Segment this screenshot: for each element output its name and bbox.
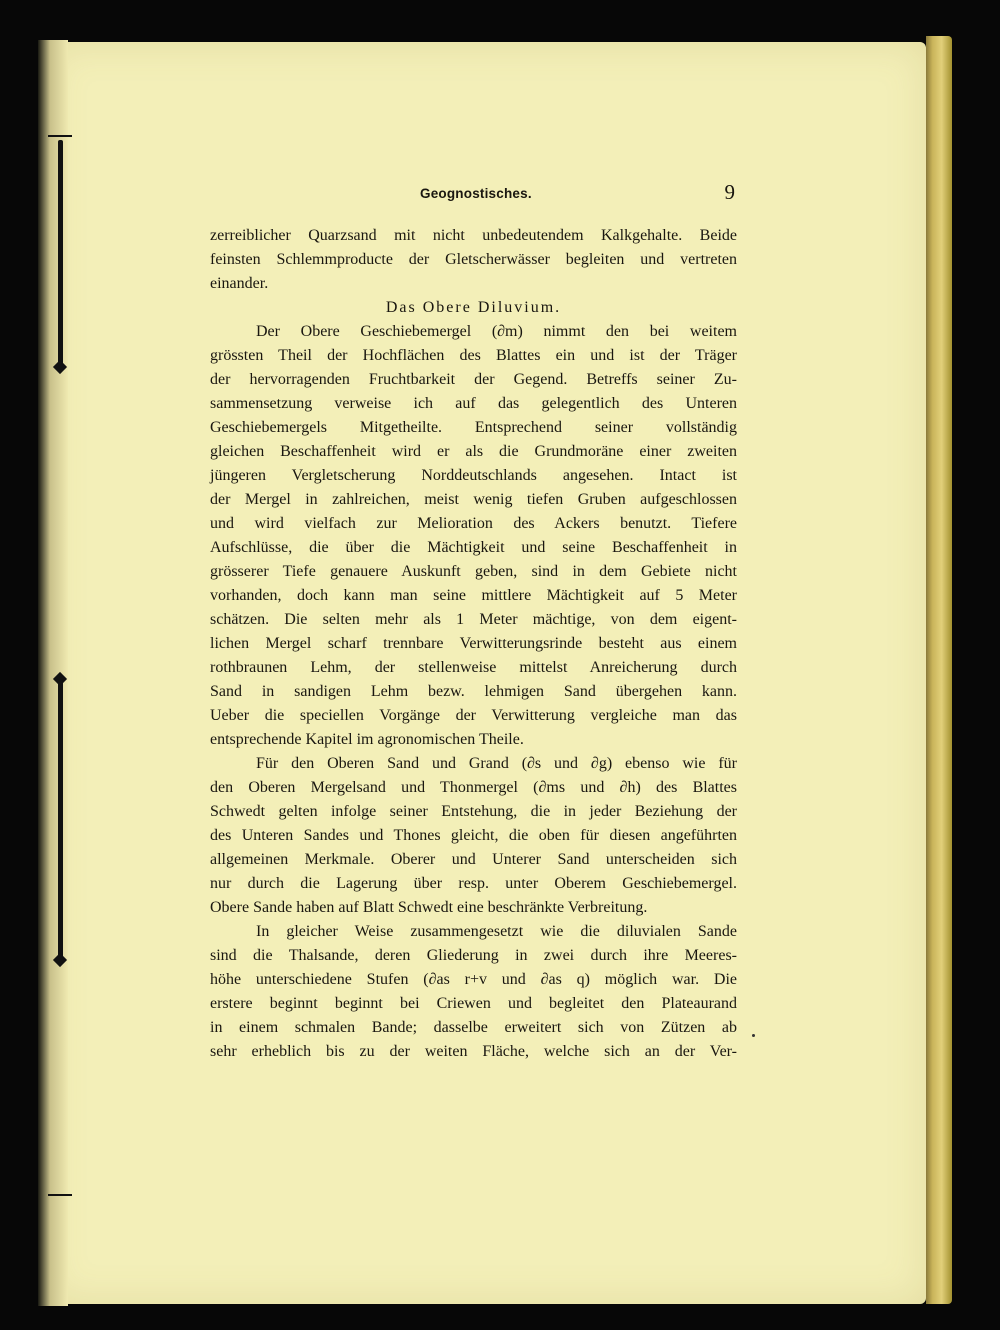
text-line: vorhanden, doch kann man seine mittlere Mächtigkeit auf 5 Meter: [210, 587, 737, 604]
text-line: Schwedt gelten infolge seiner Entstehung, die in jeder Beziehung der: [210, 803, 737, 820]
text-line: nur durch die Lagerung über resp. unter Oberem Geschiebemergel.: [210, 875, 737, 892]
text-line: grösserer Tiefe genauere Auskunft geben, sind in dem Gebiete nicht: [210, 563, 737, 580]
text-line: Für den Oberen Sand und Grand (∂s und ∂g) ebenso wie für: [256, 755, 737, 772]
text-line: Obere Sande haben auf Blatt Schwedt eine beschränkte Verbreitung.: [210, 899, 648, 916]
text-line: Sand in sandigen Lehm bezw. lehmigen Sand übergehen kann.: [210, 683, 737, 700]
ink-speck: [752, 1034, 755, 1037]
book-gutter: [38, 40, 68, 1306]
text-line: der hervorragenden Fruchtbarkeit der Gegend. Betreffs seiner Zu-: [210, 371, 737, 388]
running-header: [210, 180, 737, 210]
text-line: Der Obere Geschiebemergel (∂m) nimmt den bei weitem: [256, 323, 737, 340]
binding-thread: [58, 680, 63, 960]
text-line: und wird vielfach zur Melioration des Ackers benutzt. Tiefere: [210, 515, 737, 532]
text-line: sehr erheblich bis zu der weiten Fläche, welche sich an der Ver-: [210, 1043, 737, 1060]
text-line: sind die Thalsande, deren Gliederung in zwei durch ihre Meeres-: [210, 947, 737, 964]
text-line: allgemeinen Merkmale. Oberer und Unterer Sand unterscheiden sich: [210, 851, 737, 868]
text-line: der Mergel in zahlreichen, meist wenig tiefen Gruben aufgeschlossen: [210, 491, 737, 508]
text-line: einander.: [210, 275, 269, 292]
text-line: Ueber die speciellen Vorgänge der Verwitterung vergleiche man das: [210, 707, 737, 724]
text-line: In gleicher Weise zusammengesetzt wie die diluvialen Sande: [256, 923, 737, 940]
text-line: grössten Theil der Hochflächen des Blattes ein und ist der Träger: [210, 347, 737, 364]
text-line: rothbraunen Lehm, der stellenweise mittelst Anreicherung durch: [210, 659, 737, 676]
page-number: 9: [724, 180, 735, 204]
text-line: den Oberen Mergelsand und Thonmergel (∂ms und ∂h) des Blattes: [210, 779, 737, 796]
text-line: sammensetzung verweise ich auf das gelegentlich des Unteren: [210, 395, 737, 412]
text-line: in einem schmalen Bande; dasselbe erweitert sich von Zützen ab: [210, 1019, 737, 1036]
text-line: höhe unterschiedene Stufen (∂as r+v und ∂as q) möglich war. Die: [210, 971, 737, 988]
text-line: jüngeren Vergletscherung Norddeutschlands angesehen. Intact ist: [210, 467, 737, 484]
text-line: Geschiebemergels Mitgetheilte. Entsprechend seiner vollständig: [210, 419, 737, 436]
text-line: entsprechende Kapitel im agronomischen Theile.: [210, 731, 524, 748]
text-line: des Unteren Sandes und Thones gleicht, die oben für diesen angeführten: [210, 827, 737, 844]
binding-stitch: [48, 135, 72, 137]
binding-thread: [58, 140, 63, 365]
binding-stitch: [48, 1194, 72, 1196]
page-edge: [926, 36, 952, 1304]
text-line: erstere beginnt beginnt bei Criewen und begleitet den Plateaurand: [210, 995, 737, 1012]
text-line: zerreiblicher Quarzsand mit nicht unbedeutendem Kalkgehalte. Beide: [210, 227, 737, 244]
text-line: lichen Mergel scharf trennbare Verwitterungsrinde besteht aus einem: [210, 635, 737, 652]
text-line: feinsten Schlemmproducte der Gletscherwässer begleiten und vertreten: [210, 251, 737, 268]
text-line: schätzen. Die selten mehr als 1 Meter mächtige, von dem eigent-: [210, 611, 737, 628]
text-line: gleichen Beschaffenheit wird er als die Grundmoräne einer zweiten: [210, 443, 737, 460]
text-line: Aufschlüsse, die über die Mächtigkeit und seine Beschaffenheit in: [210, 539, 737, 556]
running-title: Geognostisches.: [420, 186, 532, 201]
section-heading: Das Obere Diluvium.: [385, 299, 562, 316]
